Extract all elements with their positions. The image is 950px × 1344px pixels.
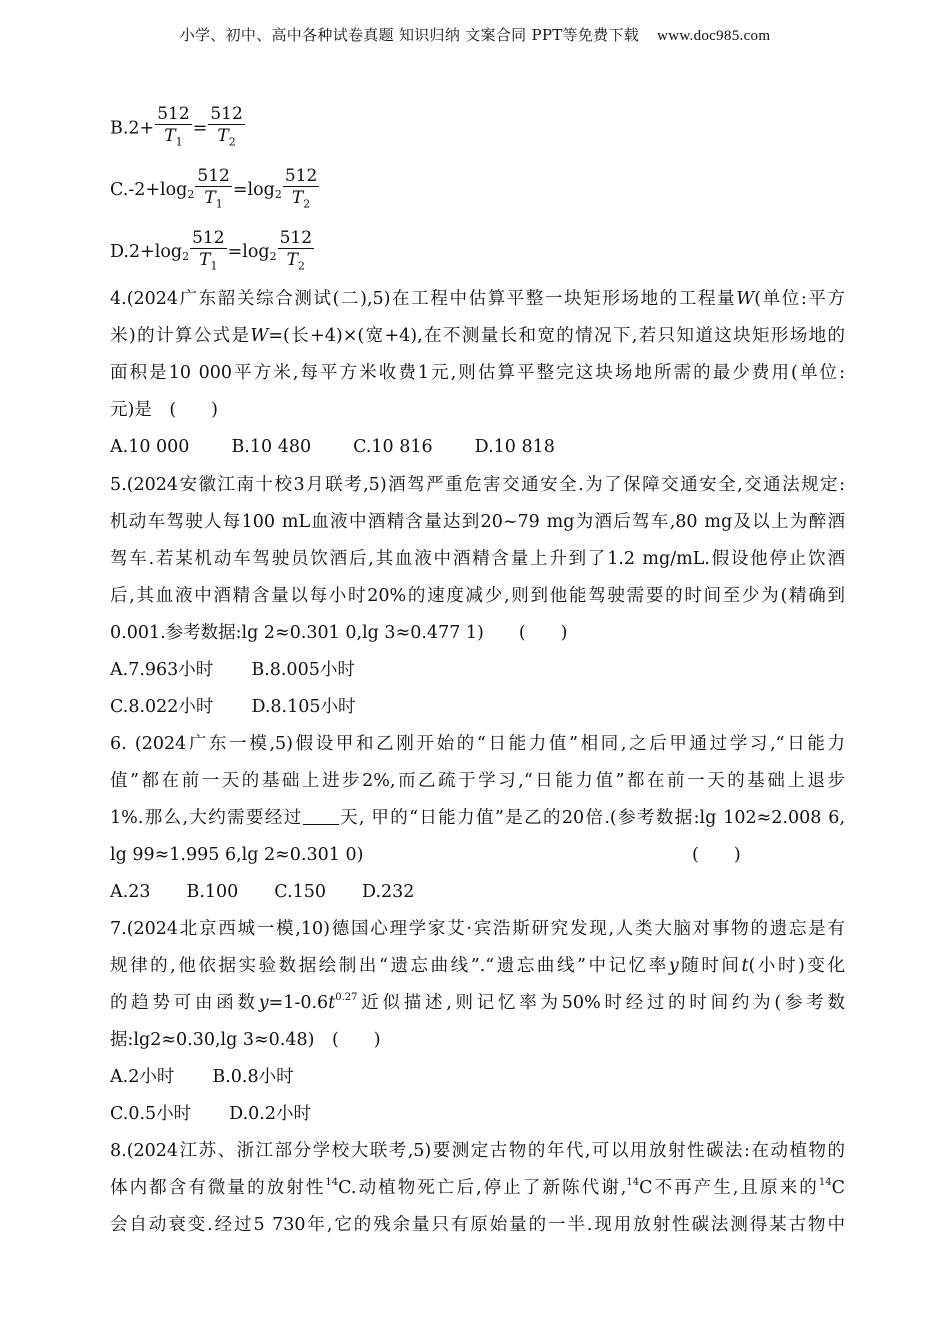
option-d-formula: $D.2+\log_2$ $\frac{512}{T_1}$ $=\log_2$ $\frac{512}{T_2}$ [110, 228, 315, 277]
q6-line-4: lg 99≈1.995 6,lg 2≈0.301 0) ( ) [110, 845, 741, 865]
q7-options-row-2 [110, 1102, 845, 1126]
q7-line-4: 据:lg2≈0.30,lg 3≈0.48) ( ) [110, 1030, 381, 1050]
q7-line-1: 7.(2024北京西城一模,10)德国心理学家艾·宾浩斯研究发现,人类大脑对事物的遗忘是有 [110, 919, 845, 939]
q4-options [110, 435, 845, 459]
q5-option-b[interactable]: B.8.005小时 [251, 660, 355, 680]
q4-line-1: 4.(2024广东韶关综合测试(二),5)在工程中估算平整一块矩形场地的工程量W(单位:平方 [110, 289, 845, 309]
q7-line-3: 的趋势可由函数$y=1-0.6t^{0.27}$近似描述,则记忆率为50%时经过的时间约为(参考数 [110, 992, 845, 1013]
q6-line-2: 值”都在前一天的基础上进步2%,而乙疏于学习,“日能力值”都在前一天的基础上退步 [110, 771, 845, 791]
q7-option-b[interactable]: B.0.8小时 [212, 1067, 294, 1087]
fraction: $\frac{512}{T_2}$ [210, 104, 243, 149]
option-c-formula: $C.-2+\log_2$ $\frac{512}{T_1}$ $=\log_2$ $\frac{512}{T_2}$ [110, 166, 320, 215]
fraction: $\frac{512}{T_2}$ [279, 228, 313, 273]
q8-line-2: 体内都含有微量的放射性$^{14}$C.动植物死亡后,停止了新陈代谢,$^{14}$C不再产生,且原来的$^{14}$C [110, 1177, 845, 1198]
fraction: $\frac{512}{T_1}$ [192, 228, 225, 273]
q5-line-4: 后,其血液中酒精含量以每小时20%的速度减少,则到他能驾驶需要的时间至少为(精确到 [110, 586, 845, 606]
header-site: www.doc985.com [657, 28, 771, 44]
q5-option-c[interactable]: C.8.022小时 [110, 697, 214, 717]
q4-line-3: 面积是10 000平方米,每平方米收费1元,则估算平整完这块场地所需的最少费用(单位: [110, 363, 845, 383]
q5-line-2: 机动车驾驶人每100 mL血液中酒精含量达到20~79 mg为酒后驾车,80 mg及以上为醉酒 [110, 512, 845, 532]
fraction: $\frac{512}{T_1}$ [157, 104, 190, 149]
q8-line-3: 会自动衰变.经过5 730年,它的残余量只有原始量的一半.现用放射性碳法测得某古物中 [110, 1215, 845, 1235]
answer-blank[interactable] [303, 808, 339, 825]
option-b-formula: B.2+ $\frac{512}{T_1}$ = $\frac{512}{T_2}$ [110, 104, 246, 153]
q7-line-2: 规律的,他依据实验数据绘制出“遗忘曲线”.“遗忘曲线”中记忆率y随时间t(小时)变化 [110, 956, 845, 976]
q7-option-c[interactable]: C.0.5小时 [110, 1104, 192, 1124]
fraction: $\frac{512}{T_1}$ [197, 166, 230, 211]
q4-line-2: 米)的计算公式是W=(长+4)×(宽+4),在不测量长和宽的情况下,若只知道这块矩形场地的 [110, 326, 845, 346]
q7-option-a[interactable]: A.2小时 [110, 1067, 175, 1087]
q6-option-b[interactable]: B.100 [186, 882, 239, 902]
q4-option-d[interactable]: D.10 818 [474, 437, 555, 457]
page-header [0, 24, 950, 45]
q5-options-row-1 [110, 658, 845, 682]
fraction: $\frac{512}{T_2}$ [284, 166, 318, 211]
q4-option-b[interactable]: B.10 480 [231, 437, 312, 457]
q5-option-d[interactable]: D.8.105小时 [251, 697, 356, 717]
q6-option-d[interactable]: D.232 [362, 882, 415, 902]
q5-line-1: 5.(2024安徽江南十校3月联考,5)酒驾严重危害交通安全.为了保障交通安全,交通法规定: [110, 475, 845, 495]
q7-options-row-1 [110, 1065, 845, 1089]
q5-line-5: 0.001.参考数据:lg 2≈0.301 0,lg 3≈0.477 1) ( ) [110, 623, 568, 643]
q7-option-d[interactable]: D.0.2小时 [229, 1104, 311, 1124]
q6-options [110, 880, 845, 904]
q5-option-a[interactable]: A.7.963小时 [110, 660, 214, 680]
q4-option-c[interactable]: C.10 816 [353, 437, 433, 457]
q5-options-row-2 [110, 695, 845, 719]
q6-option-a[interactable]: A.23 [110, 882, 151, 902]
q4-option-a[interactable]: A.10 000 [110, 437, 190, 457]
q8-line-1: 8.(2024江苏、浙江部分学校大联考,5)要测定古物的年代,可以用放射性碳法:在动植物的 [110, 1141, 845, 1161]
q6-option-c[interactable]: C.150 [274, 882, 327, 902]
q4-line-4: 元)是 ( ) [110, 400, 218, 420]
q5-line-3: 驾车.若某机动车驾驶员饮酒后,其血液中酒精含量上升到了1.2 mg/mL.假设他停止饮酒 [110, 549, 845, 569]
q6-line-3: 1%.那么,大约需要经过 天, 甲的“日能力值”是乙的20倍.(参考数据:lg 102≈2.008 6, [110, 808, 845, 828]
q6-answer-paren: ( ) [692, 845, 741, 865]
q6-line-1: 6. (2024广东一模,5)假设甲和乙刚开始的“日能力值”相同,之后甲通过学习,“日能力 [110, 734, 845, 754]
header-text: 小学、初中、高中各种试卷真题 知识归纳 文案合同 PPT等免费下载 [179, 26, 640, 44]
